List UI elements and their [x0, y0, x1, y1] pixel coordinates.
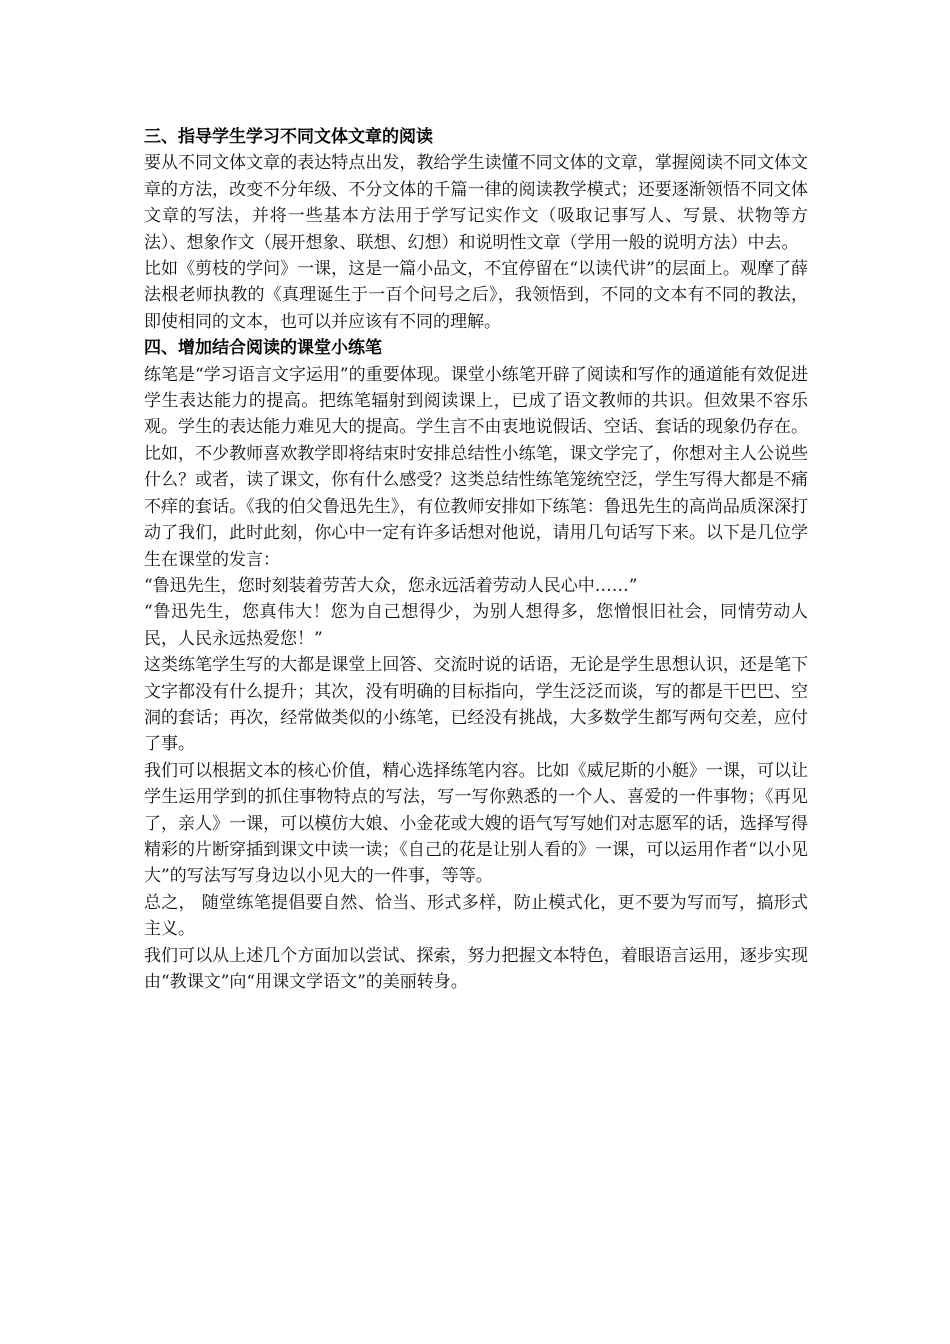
paragraph: 要从不同文体文章的表达特点出发，教给学生读懂不同文体的文章，掌握阅读不同文体文章的方法，改变不分年级、不分文体的千篇一律的阅读教学模式；还要逐渐领悟不同文体文章的写法，并将一些基本方法用于学写记实作文（吸取记事写人、写景、状物等方法）、想象作文（展开想象、联想、幻想）和说明性文章（学用一般的说明方法）中去。 [144, 153, 808, 253]
section-3 [144, 124, 808, 335]
document-page [144, 124, 808, 995]
student-quote: “鲁迅先生，您时刻装着劳苦大众，您永远活着劳动人民心中……” [144, 575, 638, 596]
paragraph: 比如《剪枝的学问》一课，这是一篇小品文，不宜停留在“以读代讲”的层面上。观摩了薛法根老师执教的《真理诞生于一百个问号之后》，我领悟到，不同的文本有不同的教法，即使相同的文本，也可以并应该有不同的理解。 [144, 259, 808, 332]
paragraph: 总之， 随堂练笔提倡要自然、恰当、形式多样，防止模式化，更不要为写而写，搞形式主义。 [144, 892, 808, 940]
section-4 [144, 335, 808, 995]
paragraph: 我们可以根据文本的核心价值，精心选择练笔内容。比如《威尼斯的小艇》一课，可以让学生运用学到的抓住事物特点的写法，写一写你熟悉的一个人、喜爱的一件事物；《再见了，亲人》一课，可以模仿大娘、小金花或大嫂的语气写写她们对志愿军的话，选择写得精彩的片断穿插到课文中读一读；《自己的花是让别人看的》一课，可以运用作者“以小见大”的写法写写身边以小见大的一件事，等等。 [144, 760, 808, 887]
section-heading: 四、增加结合阅读的课堂小练笔 [144, 338, 382, 359]
paragraph: 这类练笔学生写的大都是课堂上回答、交流时说的话语，无论是学生思想认识，还是笔下文字都没有什么提升；其次，没有明确的目标指向，学生泛泛而谈，写的都是干巴巴、空洞的套话；再次，经常做类似的小练笔，已经没有挑战，大多数学生都写两句交差，应付了事。 [144, 655, 808, 755]
section-heading: 三、指导学生学习不同文体文章的阅读 [144, 127, 433, 147]
student-quote: “鲁迅先生，您真伟大！您为自己想得少，为别人想得多，您憎恨旧社会，同情劳动人民，人民永远热爱您！” [144, 602, 808, 649]
paragraph: 练笔是“学习语言文字运用”的重要体现。课堂小练笔开辟了阅读和写作的通道能有效促进学生表达能力的提高。把练笔辐射到阅读课上，已成了语文教师的共识。但效果不容乐观。学生的表达能力难见大的提高。学生言不由衷地说假话、空话、套话的现象仍存在。比如，不少教师喜欢教学即将结束时安排总结性小练笔，课文学完了，你想对主人公说些什么？或者，读了课文，你有什么感受？这类总结性练笔笼统空泛，学生写得大都是不痛不痒的套话。《我的伯父鲁迅先生》，有位教师安排如下练笔：鲁迅先生的高尚品质深深打动了我们，此时此刻，你心中一定有许多话想对他说，请用几句话写下来。以下是几位学生在课堂的发言： [144, 364, 808, 570]
paragraph: 我们可以从上述几个方面加以尝试、探索，努力把握文本特色，着眼语言运用，逐步实现由“教课文”向“用课文学语文”的美丽转身。 [144, 945, 808, 992]
